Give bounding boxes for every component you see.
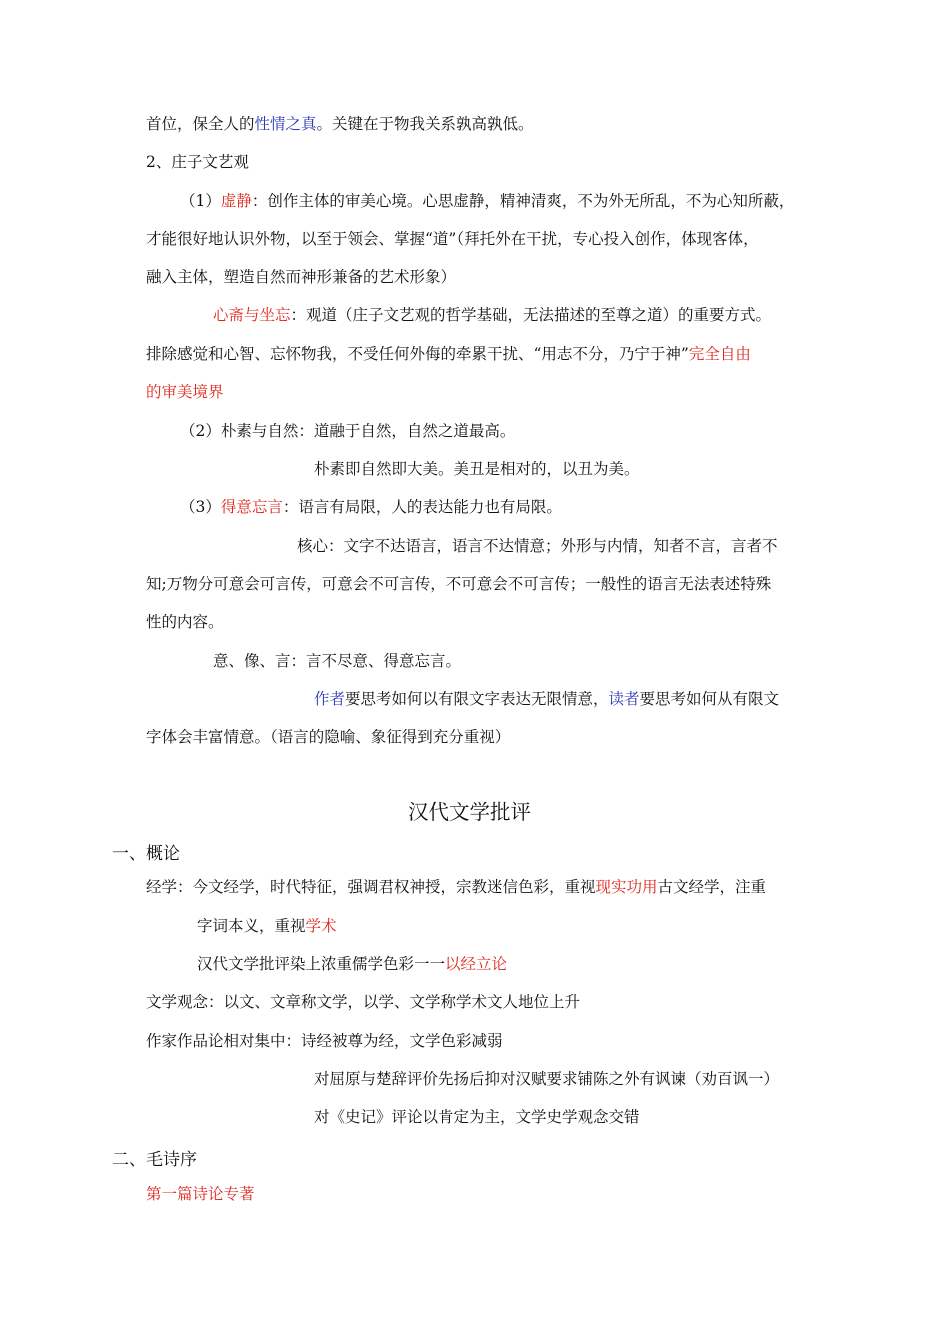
highlight-red: 第一篇诗论专著 [146, 1185, 255, 1203]
paragraph-line: 字词本义，重视学术 [197, 917, 337, 935]
paragraph-line: 才能很好地认识外物，以至于领会、掌握“道”（拜托外在干扰，专心投入创作，体现客体， [146, 230, 759, 248]
highlight-red: 心斋与坐忘 [213, 306, 291, 324]
highlight-blue: 读者 [608, 690, 640, 708]
paragraph-line: （3）得意忘言：语言有局限，人的表达能力也有局限。 [180, 498, 562, 516]
subheading-zhuangzi: 2、庄子文艺观 [146, 153, 249, 171]
paragraph-line: 首位，保全人的性情之真。关键在于物我关系孰高孰低。 [146, 115, 534, 133]
paragraph-line: 知;万物分可意会可言传，可意会不可言传，不可意会不可言传；一般性的语言无法表述特殊 [146, 575, 772, 593]
highlight-red: 完全自由 [688, 345, 751, 363]
paragraph-line: 字体会丰富情意。（语言的隐喻、象征得到充分重视） [146, 728, 511, 746]
paragraph-line: 朴素即自然即大美。美丑是相对的，以丑为美。 [314, 460, 640, 478]
paragraph-line: 汉代文学批评染上浓重儒学色彩一一以经立论 [197, 955, 508, 973]
paragraph-line: 心斋与坐忘：观道（庄子文艺观的哲学基础，无法描述的至尊之道）的重要方式。 [213, 306, 772, 324]
highlight-red: 现实功用 [595, 878, 658, 896]
heading-overview: 一、概论 [112, 844, 180, 864]
paragraph-line: 文学观念：以文、文章称文学，以学、文学称学术文人地位上升 [146, 993, 581, 1011]
section-title: 汉代文学批评 [408, 800, 531, 824]
paragraph-line: 融入主体，塑造自然而神形兼备的艺术形象） [146, 268, 457, 286]
highlight-red: 学术 [305, 917, 337, 935]
paragraph-line: 作家作品论相对集中：诗经被尊为经，文学色彩减弱 [146, 1032, 503, 1050]
paragraph-line: 对屈原与楚辞评价先扬后抑对汉赋要求铺陈之外有讽谏（劝百讽一） [314, 1070, 780, 1088]
highlight-red: 虚静 [220, 192, 252, 210]
paragraph-line: 核心：文字不达语言，语言不达情意；外形与内情，知者不言，言者不 [297, 537, 778, 555]
paragraph-line: （1）虚静：创作主体的审美心境。心思虚静，精神清爽，不为外无所乱，不为心知所蔽， [180, 192, 795, 210]
paragraph-line: 对《史记》评论以肯定为主，文学史学观念交错 [314, 1108, 640, 1126]
paragraph-line: 作者要思考如何以有限文字表达无限情意，读者要思考如何从有限文 [314, 690, 780, 708]
paragraph-line: 排除感觉和心智、忘怀物我，不受任何外侮的牵累干扰、“用志不分，乃宁于神”完全自由 [146, 345, 751, 363]
paragraph-line: 性的内容。 [146, 613, 224, 631]
highlight-blue: 作者 [314, 690, 346, 708]
highlight-red: 以经立论 [445, 955, 508, 973]
paragraph-line: 经学：今文经学，时代特征，强调君权神授，宗教迷信色彩，重视现实功用古文经学，注重 [146, 878, 767, 896]
highlight-red: 的审美境界 [146, 383, 224, 401]
paragraph-line: 意、像、言：言不尽意、得意忘言。 [213, 652, 462, 670]
heading-mao-shi-xu: 二、毛诗序 [112, 1150, 197, 1170]
paragraph-line: （2）朴素与自然：道融于自然，自然之道最高。 [180, 422, 516, 440]
highlight-blue: 性情之真 [254, 115, 317, 133]
highlight-red: 得意忘言 [220, 498, 283, 516]
